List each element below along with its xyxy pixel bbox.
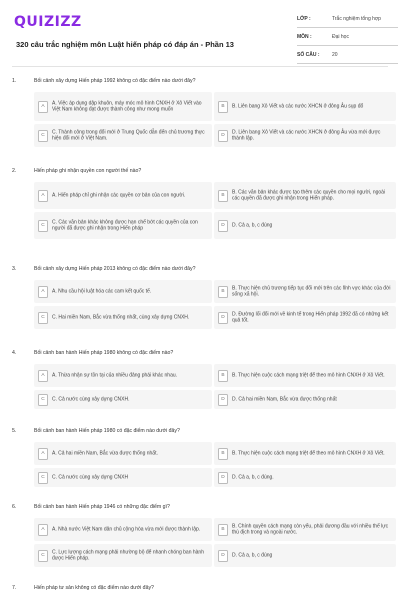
question-header <box>12 504 388 518</box>
option-a[interactable] <box>34 92 212 121</box>
option-letter: A <box>38 448 48 460</box>
option-letter: D <box>218 130 228 142</box>
question-number: 1. <box>12 78 17 84</box>
option-row <box>12 468 388 490</box>
option-text: B. Chính quyền cách mạng còn yếu, phải đương đầu với nhiều thế lực thù địch trong và ngoài nước. <box>232 522 389 536</box>
option-letter: D <box>218 312 228 324</box>
meta-value: Trắc nghiệm tổng hợp <box>332 15 381 22</box>
option-letter: A <box>38 524 48 536</box>
question-text: Bối cảnh xây dựng Hiến pháp 1992 không có đặc điểm nào dưới đây? <box>34 78 196 84</box>
question-header <box>12 78 388 92</box>
option-a[interactable] <box>34 518 212 541</box>
option-c[interactable] <box>34 390 212 409</box>
meta-key: MÔN : <box>297 33 312 40</box>
option-letter: C <box>38 394 48 406</box>
option-letter: B <box>218 286 228 298</box>
option-text: D. Cả a, b, c đúng. <box>232 474 274 481</box>
header-divider <box>12 66 388 67</box>
option-text: A. Nhu cầu hội luật hóa các cam kết quốc tế. <box>52 288 152 295</box>
option-text: C. Cả nước cùng xây dựng CNXH. <box>52 396 130 403</box>
option-text: B. Thực hiện cuộc cách mạng triệt để theo mô hình CNXH ở Xô Viết. <box>232 372 385 379</box>
option-c[interactable] <box>34 306 212 329</box>
option-text: B. Thực hiện cuộc cách mạng triệt để theo mô hình CNXH ở Xô Viết. <box>232 450 385 457</box>
option-row <box>12 124 388 150</box>
question-header <box>12 428 388 442</box>
question-4 <box>12 350 388 412</box>
option-letter: A <box>38 286 48 298</box>
option-row <box>12 182 388 212</box>
question-number: 3. <box>12 266 17 272</box>
meta-table <box>297 10 398 64</box>
option-text: D. Cả a, b, c đúng <box>232 222 273 229</box>
option-b[interactable] <box>214 182 396 209</box>
option-text: C. Các văn bản khác không được hạn chế bớt các quyền của con người đã được ghi nhận trong Hiến pháp <box>52 218 198 232</box>
quizizz-logo: QUIZIZZ <box>14 14 82 30</box>
question-text: Bối cảnh ban hành Hiến pháp 1980 có đặc điểm nào dưới đây? <box>34 428 180 434</box>
option-d[interactable] <box>214 124 396 147</box>
question-1 <box>12 78 388 150</box>
option-letter: B <box>218 448 228 460</box>
option-row <box>12 442 388 468</box>
option-letter: B <box>218 190 228 202</box>
option-b[interactable] <box>214 442 396 465</box>
option-text: D. Cả a, b, c đúng <box>232 552 273 559</box>
option-letter: D <box>218 550 228 562</box>
option-c[interactable] <box>34 124 212 147</box>
question-text: Hiến pháp tư sản không có đặc điểm nào dưới đây? <box>34 585 154 591</box>
option-letter: A <box>38 190 48 202</box>
option-b[interactable] <box>214 364 396 387</box>
option-letter: A <box>38 101 48 113</box>
option-letter: B <box>218 101 228 113</box>
option-row <box>12 364 388 390</box>
option-text: A. Thừa nhận sự tồn tại của nhiều đảng phái khác nhau. <box>52 372 178 379</box>
question-3 <box>12 266 391 332</box>
option-text: A. Cả hai miền Nam, Bắc vừa được thống nhất. <box>52 450 158 457</box>
option-text: C. Thành công trong đổi mới ở Trung Quốc dẫn đến chủ trương thực hiện đổi mới ở Việt Nam. <box>52 128 205 142</box>
option-text: C. Lực lượng cách mạng phải nhường bộ để nhanh chóng ban hành được Hiến pháp. <box>52 548 204 562</box>
option-text: D. Liên bang Xô Viết và các nước XHCN ở đông Âu vừa mới được thành lập. <box>232 128 381 142</box>
option-text: C. Hai miền Nam, Bắc vừa thống nhất, cùng xây dựng CNXH. <box>52 314 190 321</box>
option-b[interactable] <box>214 280 396 303</box>
option-row <box>12 280 391 306</box>
meta-value: 20 <box>332 51 338 58</box>
option-letter: B <box>218 370 228 382</box>
option-letter: D <box>218 220 228 232</box>
meta-key: LỚP : <box>297 15 311 22</box>
question-7 <box>12 585 388 599</box>
option-text: A. Hiến pháp chỉ ghi nhận các quyền cơ bản của con người. <box>52 192 186 199</box>
question-number: 6. <box>12 504 17 510</box>
option-d[interactable] <box>214 468 396 487</box>
question-6 <box>12 504 388 570</box>
option-text: A. Việc áp dụng dập khuôn, máy móc mô hình CNXH ở Xô Viết vào Việt Nam không đạt được thành công như mong muốn <box>52 99 202 113</box>
question-number: 5. <box>12 428 17 434</box>
question-number: 4. <box>12 350 17 356</box>
option-letter: C <box>38 472 48 484</box>
option-c[interactable] <box>34 468 212 487</box>
option-d[interactable] <box>214 390 396 409</box>
option-b[interactable] <box>214 518 396 541</box>
option-letter: C <box>38 130 48 142</box>
option-c[interactable] <box>34 212 212 239</box>
option-d[interactable] <box>214 306 396 329</box>
option-text: C. Cả nước cùng xây dựng CNXH <box>52 474 129 481</box>
option-letter: A <box>38 370 48 382</box>
option-text: B. Thực hiện chủ trương tiếp tục đổi mới trên các lĩnh vực khác của đời sống xã hội. <box>232 284 391 298</box>
meta-row-subject <box>297 28 398 46</box>
option-row <box>12 306 388 332</box>
option-d[interactable] <box>214 212 396 239</box>
question-header <box>12 168 388 182</box>
option-a[interactable] <box>34 280 212 303</box>
option-row <box>12 212 388 242</box>
meta-row-class <box>297 10 398 28</box>
option-letter: C <box>38 312 48 324</box>
option-letter: B <box>218 524 228 536</box>
option-text: B. Liên bang Xô Viết và các nước XHCN ở đông Âu sụp đổ <box>232 103 364 110</box>
option-b[interactable] <box>214 92 396 121</box>
option-text: A. Nhà nước Việt Nam dân chủ cộng hòa vừa mới được thành lập. <box>52 526 201 533</box>
worksheet-header <box>12 10 388 64</box>
option-letter: D <box>218 394 228 406</box>
option-row <box>12 390 388 412</box>
option-text: D. Đường lối đổi mới về kinh tế trong Hiến pháp 1992 đã có những kết quả tốt. <box>232 310 389 324</box>
page-title: 320 câu trắc nghiệm môn Luật hiến pháp có đáp án - Phần 13 <box>16 40 234 49</box>
question-header <box>12 266 388 280</box>
option-a[interactable] <box>34 364 212 387</box>
option-text: B. Các văn bản khác được tạo thêm các quyền cho mọi người, ngoài các quyền đã được ghi nhận trong Hiến pháp. <box>232 188 386 202</box>
question-header <box>12 350 388 364</box>
meta-row-count <box>297 46 398 64</box>
question-number: 7. <box>12 585 17 591</box>
option-a[interactable] <box>34 182 212 209</box>
meta-key: SỐ CÂU : <box>297 51 320 58</box>
option-letter: D <box>218 472 228 484</box>
question-text: Bối cảnh ban hành Hiến pháp 1980 không có đặc điểm nào? <box>34 350 174 356</box>
meta-value: Đại học <box>332 33 349 40</box>
question-number: 2. <box>12 168 17 174</box>
question-text: Hiến pháp ghi nhận quyền con người thế nào? <box>34 168 142 174</box>
question-5 <box>12 428 388 490</box>
option-c[interactable] <box>34 544 212 567</box>
option-letter: C <box>38 220 48 232</box>
option-row <box>12 92 388 124</box>
option-a[interactable] <box>34 442 212 465</box>
question-2 <box>12 168 388 242</box>
option-d[interactable] <box>214 544 396 567</box>
option-text: D. Cả hai miền Nam, Bắc vừa được thống nhất <box>232 396 337 403</box>
question-text: Bối cảnh ban hành Hiến pháp 1946 có những đặc điểm gì? <box>34 504 170 510</box>
option-row <box>12 518 388 544</box>
question-header <box>12 585 388 599</box>
option-row <box>12 544 388 570</box>
option-letter: C <box>38 550 48 562</box>
question-text: Bối cảnh xây dựng Hiến pháp 2013 không có đặc điểm nào dưới đây? <box>34 266 196 272</box>
